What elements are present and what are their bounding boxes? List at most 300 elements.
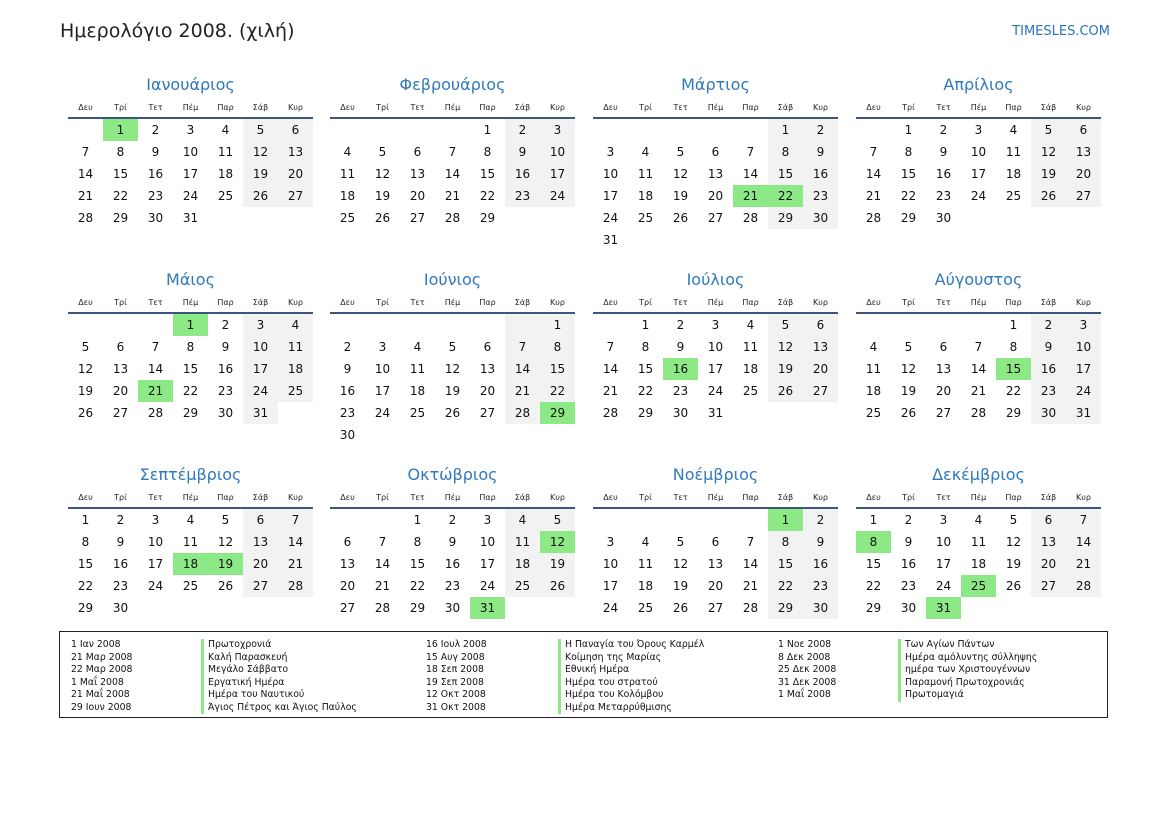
weekday-label: Κυρ (288, 298, 303, 307)
legend-names-column (558, 639, 704, 714)
day-cell: 8 (186, 340, 195, 354)
month-block (330, 266, 575, 446)
weekday-header (856, 294, 1101, 312)
day-cell: 18 (742, 362, 759, 376)
day-cell: 10 (243, 336, 278, 358)
day-cell: 30 (672, 406, 689, 420)
weekday-label: Τετ (148, 103, 163, 112)
legend-date: 1 Ιαν 2008 (71, 639, 121, 650)
day-cell: 7 (151, 340, 160, 354)
day-cell: 21 (77, 189, 94, 203)
empty-cell (435, 119, 470, 141)
day-cell: 16 (1031, 358, 1066, 380)
day-cell: 11 (505, 531, 540, 553)
empty-cell (698, 119, 733, 141)
day-cell: 24 (602, 601, 619, 615)
legend-date: 1 Νοε 2008 (778, 639, 832, 650)
day-cell: 23 (112, 579, 129, 593)
day-cell: 21 (1066, 553, 1101, 575)
day-cell: 30 (1031, 402, 1066, 424)
day-cell: 29 (865, 601, 882, 615)
month-block (593, 266, 838, 424)
holiday-day-cell: 12 (540, 531, 575, 553)
day-cell: 18 (970, 557, 987, 571)
day-cell: 28 (147, 406, 164, 420)
day-cell: 23 (1031, 380, 1066, 402)
day-cell: 18 (637, 189, 654, 203)
day-cell: 30 (147, 211, 164, 225)
day-cell: 29 (768, 207, 803, 229)
legend-holiday-name: Ημέρα του στρατού (558, 677, 704, 690)
day-cell: 29 (900, 211, 917, 225)
day-cell: 13 (243, 531, 278, 553)
day-cell: 14 (865, 167, 882, 181)
weekday-label: Κυρ (813, 298, 828, 307)
day-cell: 27 (707, 601, 724, 615)
day-cell: 6 (413, 145, 422, 159)
weekday-label: Δευ (340, 103, 355, 112)
day-cell: 11 (409, 362, 426, 376)
day-cell: 23 (803, 575, 838, 597)
day-cell: 6 (243, 509, 278, 531)
empty-cell (505, 314, 540, 336)
day-cell: 31 (602, 233, 619, 247)
day-cell: 14 (1066, 531, 1101, 553)
day-cell: 6 (1031, 509, 1066, 531)
day-cell: 5 (378, 145, 387, 159)
day-cell: 15 (865, 557, 882, 571)
month-block (68, 71, 313, 229)
weekday-label: Δευ (340, 493, 355, 502)
empty-cell (593, 314, 628, 336)
holiday-day-cell: 1 (173, 314, 208, 336)
day-cell: 22 (182, 384, 199, 398)
day-cell: 11 (970, 535, 987, 549)
day-cell: 18 (409, 384, 426, 398)
day-cell: 3 (243, 314, 278, 336)
day-cell: 28 (444, 211, 461, 225)
day-cell: 10 (707, 340, 724, 354)
day-cell: 12 (444, 362, 461, 376)
day-cell: 14 (278, 531, 313, 553)
day-cell: 23 (444, 579, 461, 593)
day-cell: 4 (974, 513, 983, 527)
day-cell: 9 (803, 531, 838, 553)
legend-dates-column (71, 639, 132, 714)
legend-date: 8 Δεκ 2008 (778, 651, 831, 663)
day-cell: 27 (935, 406, 952, 420)
day-cell: 7 (448, 145, 457, 159)
day-cell: 2 (151, 123, 160, 137)
day-cell: 15 (540, 358, 575, 380)
day-cell: 10 (602, 167, 619, 181)
legend-date: 21 Μαΐ 2008 (71, 689, 130, 700)
day-cell: 9 (803, 141, 838, 163)
day-cell: 9 (939, 145, 948, 159)
day-cell: 27 (1031, 575, 1066, 597)
day-cell: 27 (278, 185, 313, 207)
empty-cell (856, 119, 891, 141)
day-cell: 7 (378, 535, 387, 549)
day-cell: 2 (939, 123, 948, 137)
day-cell: 5 (1009, 513, 1018, 527)
day-cell: 8 (483, 145, 492, 159)
day-cell: 17 (1066, 358, 1101, 380)
day-cell: 9 (1031, 336, 1066, 358)
day-cell: 13 (278, 141, 313, 163)
month-title: Φεβρουάριος (399, 75, 506, 94)
day-cell: 12 (77, 362, 94, 376)
day-cell: 18 (505, 553, 540, 575)
day-cell: 19 (243, 163, 278, 185)
day-cell: 24 (243, 380, 278, 402)
weekday-label: Παρ (217, 298, 234, 307)
day-cell: 18 (865, 384, 882, 398)
day-cell: 14 (147, 362, 164, 376)
day-cell: 11 (637, 557, 654, 571)
holiday-day-cell: 8 (856, 531, 891, 553)
empty-cell (663, 119, 698, 141)
day-cell: 28 (1066, 575, 1101, 597)
weekday-label: Πέμ (970, 298, 987, 307)
day-cell: 16 (339, 384, 356, 398)
legend-holiday-name: Η Παναγία του Όρους Καρμέλ (558, 639, 704, 652)
holiday-day-cell: 31 (470, 597, 505, 619)
weekday-label: Δευ (603, 493, 618, 502)
day-cell: 29 (77, 601, 94, 615)
weekday-label: Δευ (78, 493, 93, 502)
weekday-label: Τρί (376, 103, 389, 112)
day-cell: 17 (182, 167, 199, 181)
day-cell: 26 (900, 406, 917, 420)
day-grid (856, 509, 1101, 619)
day-cell: 2 (1031, 314, 1066, 336)
day-cell: 11 (865, 362, 882, 376)
weekday-label: Τρί (902, 103, 915, 112)
day-grid (593, 314, 838, 424)
day-cell: 8 (413, 535, 422, 549)
day-cell: 12 (1005, 535, 1022, 549)
month-block (68, 266, 313, 424)
empty-cell (330, 119, 365, 141)
day-cell: 31 (182, 211, 199, 225)
day-cell: 22 (77, 579, 94, 593)
day-cell: 23 (147, 189, 164, 203)
day-cell: 27 (803, 380, 838, 402)
month-block (856, 461, 1101, 619)
day-cell: 19 (900, 384, 917, 398)
day-cell: 20 (339, 579, 356, 593)
empty-cell (435, 314, 470, 336)
day-cell: 5 (448, 340, 457, 354)
day-cell: 28 (742, 601, 759, 615)
weekday-label: Πέμ (182, 298, 199, 307)
day-cell: 17 (243, 358, 278, 380)
weekday-label: Δευ (78, 103, 93, 112)
legend-holiday-name: Πρωτοχρονιά (201, 639, 357, 652)
legend-holiday-name: Των Αγίων Πάντων (898, 639, 1037, 652)
day-cell: 21 (865, 189, 882, 203)
weekday-label: Σάβ (1040, 298, 1057, 307)
day-cell: 19 (672, 189, 689, 203)
day-cell: 4 (221, 123, 230, 137)
day-cell: 8 (540, 336, 575, 358)
day-cell: 27 (479, 406, 496, 420)
day-cell: 19 (540, 553, 575, 575)
legend-holiday-name: Παραμονή Πρωτοχρονιάς (898, 677, 1037, 690)
day-cell: 13 (112, 362, 129, 376)
month-title: Νοέμβριος (672, 465, 759, 484)
day-cell: 23 (935, 189, 952, 203)
empty-cell (733, 509, 768, 531)
day-cell: 4 (869, 340, 878, 354)
day-cell: 3 (540, 119, 575, 141)
legend-date: 29 Ιουν 2008 (71, 701, 132, 713)
day-cell: 22 (1005, 384, 1022, 398)
day-cell: 29 (1005, 406, 1022, 420)
day-grid (330, 119, 575, 229)
day-cell: 17 (540, 163, 575, 185)
day-cell: 22 (900, 189, 917, 203)
day-cell: 5 (676, 535, 685, 549)
day-cell: 16 (505, 163, 540, 185)
day-cell: 13 (1031, 531, 1066, 553)
day-cell: 18 (637, 579, 654, 593)
day-cell: 17 (479, 557, 496, 571)
weekday-label: Κυρ (550, 493, 565, 502)
month-title: Μάιος (166, 270, 215, 289)
month-title: Μάρτιος (681, 75, 750, 94)
day-cell: 15 (900, 167, 917, 181)
day-cell: 6 (343, 535, 352, 549)
weekday-label: Σάβ (1040, 103, 1057, 112)
day-cell: 13 (707, 557, 724, 571)
legend-names-column (898, 639, 1037, 702)
legend-holiday-name: Ημέρα αμόλυντης σύλληψης (898, 652, 1037, 665)
day-cell: 11 (1005, 145, 1022, 159)
weekday-label: Τρί (902, 493, 915, 502)
day-cell: 28 (77, 211, 94, 225)
day-cell: 9 (676, 340, 685, 354)
empty-cell (400, 119, 435, 141)
day-cell: 2 (803, 509, 838, 531)
legend-dates-column (426, 639, 487, 714)
weekday-label: Τρί (114, 298, 127, 307)
day-cell: 22 (637, 384, 654, 398)
day-cell: 22 (865, 579, 882, 593)
day-cell: 13 (707, 167, 724, 181)
empty-cell (628, 509, 663, 531)
weekday-label: Τετ (410, 298, 425, 307)
day-cell: 9 (448, 535, 457, 549)
site-link[interactable]: TIMESLES.COM (1012, 24, 1110, 39)
weekday-label: Παρ (742, 103, 759, 112)
day-cell: 20 (409, 189, 426, 203)
day-grid (68, 119, 313, 229)
day-cell: 30 (935, 211, 952, 225)
day-cell: 24 (970, 189, 987, 203)
day-cell: 7 (505, 336, 540, 358)
day-cell: 1 (1009, 318, 1018, 332)
holiday-day-cell: 29 (540, 402, 575, 424)
day-cell: 5 (243, 119, 278, 141)
day-cell: 5 (904, 340, 913, 354)
weekday-label: Τετ (936, 298, 951, 307)
day-cell: 8 (81, 535, 90, 549)
day-cell: 4 (1009, 123, 1018, 137)
empty-cell (330, 509, 365, 531)
day-cell: 17 (935, 557, 952, 571)
day-cell: 23 (900, 579, 917, 593)
holiday-day-cell: 21 (733, 185, 768, 207)
holiday-day-cell: 15 (996, 358, 1031, 380)
day-cell: 6 (483, 340, 492, 354)
weekday-label: Παρ (1005, 298, 1022, 307)
month-block (856, 266, 1101, 424)
month-title: Ιανουάριος (146, 75, 235, 94)
day-cell: 1 (768, 119, 803, 141)
legend-holiday-name: ημέρα των Χριστουγέννων (898, 664, 1037, 677)
day-cell: 30 (900, 601, 917, 615)
day-cell: 8 (904, 145, 913, 159)
day-cell: 27 (112, 406, 129, 420)
day-cell: 26 (217, 579, 234, 593)
empty-cell (470, 314, 505, 336)
weekday-header (68, 294, 313, 312)
month-title: Σεπτέμβριος (139, 465, 242, 484)
weekday-label: Τρί (639, 493, 652, 502)
day-cell: 7 (606, 340, 615, 354)
weekday-label: Δευ (603, 103, 618, 112)
day-cell: 26 (243, 185, 278, 207)
day-cell: 22 (409, 579, 426, 593)
weekday-label: Παρ (479, 103, 496, 112)
month-title: Ιούνιος (423, 270, 482, 289)
legend-date: 22 Μαρ 2008 (71, 664, 133, 675)
day-cell: 22 (768, 575, 803, 597)
day-cell: 20 (243, 553, 278, 575)
day-cell: 28 (742, 211, 759, 225)
day-cell: 4 (746, 318, 755, 332)
day-cell: 9 (221, 340, 230, 354)
weekday-label: Παρ (217, 493, 234, 502)
day-cell: 25 (865, 406, 882, 420)
day-cell: 18 (1005, 167, 1022, 181)
weekday-label: Κυρ (288, 103, 303, 112)
weekday-label: Παρ (479, 493, 496, 502)
legend-holiday-name: Καλή Παρασκευή (201, 652, 357, 665)
weekday-label: Πέμ (182, 103, 199, 112)
day-cell: 24 (479, 579, 496, 593)
legend-date: 31 Οκτ 2008 (426, 701, 486, 713)
month-title: Ιούλιος (686, 270, 745, 289)
legend-date: 25 Δεκ 2008 (778, 664, 837, 675)
day-cell: 23 (217, 384, 234, 398)
empty-cell (593, 509, 628, 531)
day-cell: 25 (637, 211, 654, 225)
day-cell: 12 (217, 535, 234, 549)
day-cell: 2 (448, 513, 457, 527)
day-cell: 14 (602, 362, 619, 376)
empty-cell (365, 314, 400, 336)
day-cell: 11 (339, 167, 356, 181)
month-block (330, 71, 575, 229)
day-cell: 13 (479, 362, 496, 376)
legend-date: 16 Ιουλ 2008 (426, 639, 487, 650)
weekday-label: Παρ (742, 298, 759, 307)
empty-cell (593, 119, 628, 141)
day-cell: 25 (182, 579, 199, 593)
month-block (330, 461, 575, 619)
empty-cell (733, 119, 768, 141)
day-cell: 13 (339, 557, 356, 571)
empty-cell (926, 314, 961, 336)
day-cell: 13 (1066, 141, 1101, 163)
legend-date: 21 Μαρ 2008 (71, 651, 133, 663)
day-cell: 4 (278, 314, 313, 336)
month-block (68, 461, 313, 619)
day-cell: 2 (343, 340, 352, 354)
day-cell: 9 (505, 141, 540, 163)
legend-date: 19 Σεπ 2008 (426, 676, 484, 688)
day-cell: 10 (374, 362, 391, 376)
day-cell: 6 (711, 535, 720, 549)
month-title: Αύγουστος (934, 270, 1023, 289)
day-cell: 31 (707, 406, 724, 420)
day-cell: 3 (606, 145, 615, 159)
day-cell: 25 (742, 384, 759, 398)
day-cell: 14 (77, 167, 94, 181)
legend-date: 12 Οκτ 2008 (426, 689, 486, 700)
day-cell: 9 (151, 145, 160, 159)
day-cell: 20 (112, 384, 129, 398)
day-cell: 19 (444, 384, 461, 398)
day-cell: 16 (217, 362, 234, 376)
holiday-day-cell: 1 (103, 119, 138, 141)
weekday-label: Πέμ (444, 493, 461, 502)
day-cell: 27 (409, 211, 426, 225)
day-cell: 12 (900, 362, 917, 376)
day-cell: 27 (1066, 185, 1101, 207)
day-cell: 4 (413, 340, 422, 354)
month-block (593, 461, 838, 619)
day-cell: 12 (243, 141, 278, 163)
day-cell: 25 (409, 406, 426, 420)
weekday-label: Παρ (479, 298, 496, 307)
day-cell: 4 (186, 513, 195, 527)
day-cell: 17 (374, 384, 391, 398)
day-cell: 29 (637, 406, 654, 420)
day-cell: 16 (112, 557, 129, 571)
day-cell: 3 (186, 123, 195, 137)
weekday-label: Τρί (902, 298, 915, 307)
day-cell: 12 (672, 167, 689, 181)
day-cell: 29 (112, 211, 129, 225)
day-cell: 20 (1066, 163, 1101, 185)
day-cell: 16 (147, 167, 164, 181)
weekday-label: Τετ (936, 103, 951, 112)
weekday-label: Δευ (866, 103, 881, 112)
day-cell: 10 (935, 535, 952, 549)
day-cell: 26 (1031, 185, 1066, 207)
day-cell: 7 (278, 509, 313, 531)
day-cell: 16 (900, 557, 917, 571)
day-cell: 3 (711, 318, 720, 332)
day-cell: 20 (803, 358, 838, 380)
empty-cell (138, 314, 173, 336)
day-cell: 5 (540, 509, 575, 531)
day-cell: 3 (606, 535, 615, 549)
